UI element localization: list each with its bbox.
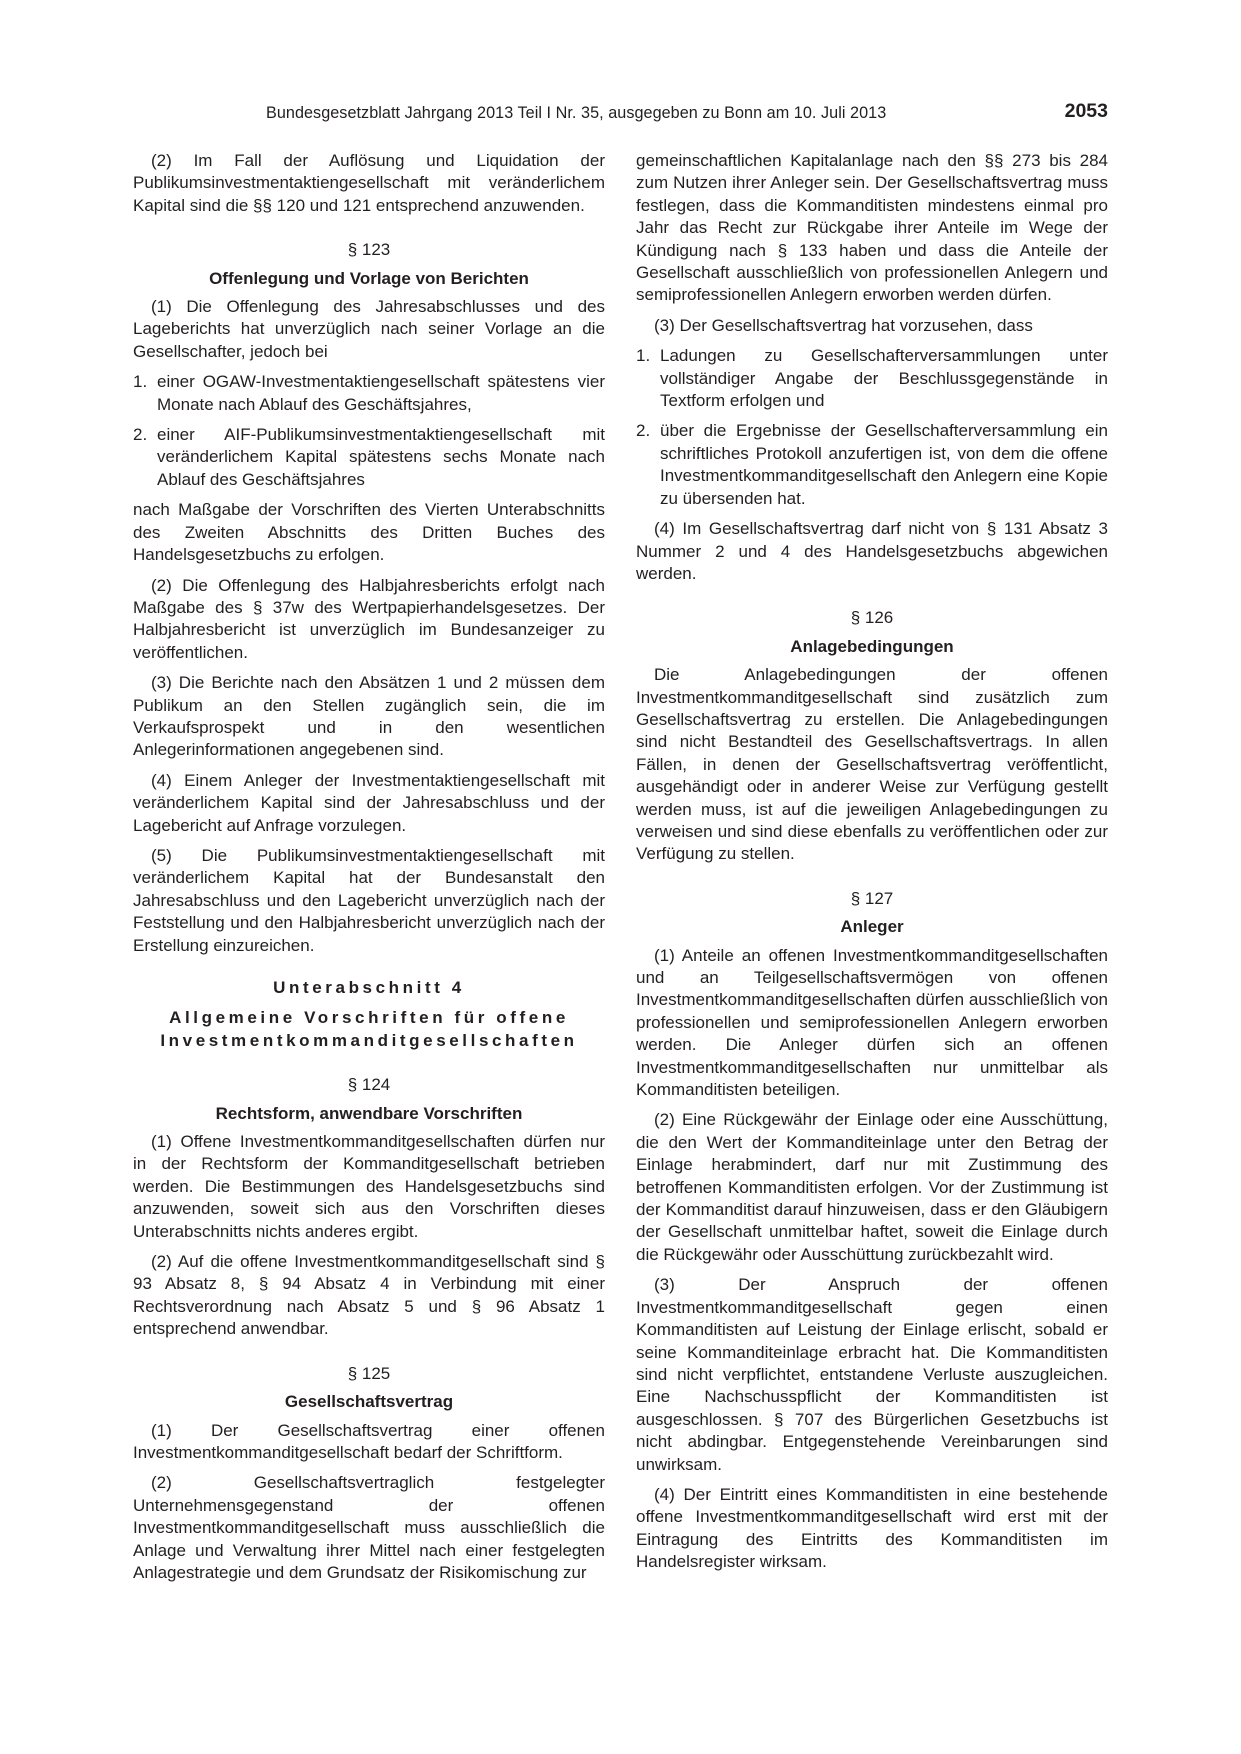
paragraph: (1) Der Gesellschaftsvertrag einer offenen Investmentkommanditgesellschaft bedarf der Schriftform.: [133, 1420, 605, 1462]
paragraph: (4) Der Eintritt eines Kommanditisten in eine bestehende offene Investmentkommanditgesellschaft wird erst mit der Eintragung des Eintritts des Kommanditisten im Handelsregister wirksam.: [636, 1484, 1108, 1572]
left-column: [133, 150, 605, 1592]
section-title: Offenlegung und Vorlage von Berichten: [209, 268, 529, 288]
list-item-number: 2.: [133, 425, 148, 445]
paragraph: (1) Offene Investmentkommanditgesellschaften dürfen nur in der Rechtsform der Kommanditgesellschaft betrieben werden. Die Bestimmungen des Handelsgesetzbuchs sind anzuwenden, soweit sich aus den Vorschriften dieses Unterabschnitts nichts anderes ergibt.: [133, 1132, 605, 1241]
paragraph: (1) Anteile an offenen Investmentkommanditgesellschaften und an Teilgesellschaftsvermögen von offenen Investmentkommanditgesellschaften dürfen ausschließlich von professionellen und semiprofessionellen Anlegern erworben werden. Die Anleger dürfen sich an offenen Investmentkommanditgesellschaften nur unmittelbar als Kommanditisten beteiligen.: [636, 945, 1108, 1100]
paragraph: (2) Gesellschaftsvertraglich festgelegter Unternehmensgegenstand der offenen Investmentkommanditgesellschaft muss ausschließlich die Anlage und Verwaltung ihrer Mittel nach einer festgelegten Anlagestrategie und dem Grundsatz der Risikomischung zur: [133, 1473, 605, 1582]
paragraph: (5) Die Publikumsinvestmentaktiengesellschaft mit veränderlichem Kapital hat der Bundesanstalt den Jahresabschluss und den Lagebericht unverzüglich nach der Feststellung und den Halbjahresbericht unverzüglich nach der Erstellung einzureichen.: [133, 845, 605, 955]
paragraph: nach Maßgabe der Vorschriften des Vierten Unterabschnitts des Zweiten Abschnitts des Dritten Buches des Handelsgesetzbuchs zu erfolgen.: [133, 500, 605, 565]
list-item-text: einer OGAW-Investmentaktiengesellschaft spätestens vier Monate nach Ablauf des Geschäftsjahres,: [157, 372, 605, 414]
paragraph: (3) Der Gesellschaftsvertrag hat vorzusehen, dass: [654, 315, 1033, 335]
subsection-title: Allgemeine Vorschriften für offene: [169, 1008, 569, 1028]
paragraph: (2) Die Offenlegung des Halbjahresberichts erfolgt nach Maßgabe des § 37w des Wertpapierhandelsgesetzes. Der Halbjahresbericht ist unverzüglich im Bundesanzeiger zu veröffentlichen.: [133, 575, 605, 662]
section-number: § 123: [347, 240, 391, 260]
list-item-number: 2.: [636, 421, 651, 441]
paragraph: (2) Im Fall der Auflösung und Liquidation der Publikumsinvestmentaktiengesellschaft mit veränderlichem Kapital sind die §§ 120 und 121 entsprechend anzuwenden.: [133, 151, 605, 215]
list-item-text: einer AIF-Publikumsinvestmentaktiengesellschaft mit veränderlichem Kapital spätestens sechs Monate nach Ablauf des Geschäftsjahres: [157, 425, 605, 489]
paragraph: (4) Im Gesellschaftsvertrag darf nicht von § 131 Absatz 3 Nummer 2 und 4 des Handelsgesetzbuchs abgewichen werden.: [636, 519, 1108, 583]
list-item-text: Ladungen zu Gesellschafterversammlungen unter vollständiger Angabe der Beschlussgegenstände in Textform erfolgen und: [660, 346, 1108, 411]
section-title: Anleger: [840, 917, 904, 937]
section-number: § 124: [347, 1075, 391, 1095]
paragraph: (4) Einem Anleger der Investmentaktiengesellschaft mit veränderlichem Kapital sind der Jahresabschluss und der Lagebericht auf Anfrage vorzulegen.: [133, 770, 605, 835]
paragraph: Die Anlagebedingungen der offenen Investmentkommanditgesellschaft sind zusätzlich zum Gesellschaftsvertrag zu erstellen. Die Anlagebedingungen sind nicht Bestandteil des Gesellschaftsvertrags. In allen Fällen, in denen der Gesellschaftsvertrag veröffentlicht, ausgehändigt oder in anderer Weise zur Verfügung gestellt werden muss, ist auf die jeweiligen Anlagebedingungen zu verweisen und sind diese ebenfalls zu veröffentlichen oder zur Verfügung zu stellen.: [636, 665, 1108, 864]
section-title: Gesellschaftsvertrag: [284, 1392, 454, 1412]
right-column: [636, 150, 1108, 1582]
paragraph: (2) Auf die offene Investmentkommanditgesellschaft sind § 93 Absatz 8, § 94 Absatz 4 in Verbindung mit einer Rechtsverordnung nach Absatz 5 und § 96 Absatz 1 entsprechend anwendbar.: [133, 1252, 605, 1339]
list-item: [636, 420, 1108, 510]
subsection-heading: Unterabschnitt 4: [273, 978, 465, 997]
section-title: Anlagebedingungen: [790, 636, 954, 656]
paragraph: (3) Der Anspruch der offenen Investmentkommanditgesellschaft gegen einen Kommanditisten auf Leistung der Einlage erlischt, sobald er seine Kommanditeinlage erbracht hat. Die Kommanditisten sind nicht verpflichtet, entstandene Verluste auszugleichen. Eine Nachschusspflicht der Kommanditisten ist ausgeschlossen. § 707 des Bürgerlichen Gesetzbuchs ist nicht abdingbar. Entgegenstehende Vereinbarungen sind unwirksam.: [636, 1275, 1108, 1474]
list-item: [636, 345, 1108, 412]
list-item: [133, 424, 605, 491]
list-item-number: 1.: [636, 346, 651, 366]
section-title: Rechtsform, anwendbare Vorschriften: [215, 1103, 523, 1123]
section-number: § 125: [347, 1363, 391, 1383]
page-header: [266, 100, 1108, 128]
section-number: § 127: [850, 888, 894, 908]
list-item-text: über die Ergebnisse der Gesellschafterversammlung ein schriftliches Protokoll anzufertigen ist, von dem die offene Investmentkommanditgesellschaft den Anlegern eine Kopie zu übersenden hat.: [660, 421, 1108, 508]
paragraph: (1) Die Offenlegung des Jahresabschlusses und des Lageberichts hat unverzüglich nach seiner Vorlage an die Gesellschafter, jedoch bei: [133, 297, 605, 361]
header-title: Bundesgesetzblatt Jahrgang 2013 Teil I Nr. 35, ausgegeben zu Bonn am 10. Juli 2013: [266, 104, 887, 122]
paragraph: gemeinschaftlichen Kapitalanlage nach den §§ 273 bis 284 zum Nutzen ihrer Anleger sein. Der Gesellschaftsvertrag muss festlegen, dass die Kommanditisten mindestens einmal pro Jahr das Recht zur Rückgabe ihrer Anteile im Wege der Kündigung nach § 133 haben und dass die Anteile der Gesellschaft ausschließlich von professionellen Anlegern und semiprofessionellen Anlegern erworben werden dürfen.: [636, 151, 1108, 305]
paragraph: (2) Eine Rückgewähr der Einlage oder eine Ausschüttung, die den Wert der Kommanditeinlage unter den Betrag der Einlage herabmindert, darf nur mit Zustimmung des betroffenen Kommanditisten erfolgen. Vor der Zustimmung ist der Kommanditist darauf hinzuweisen, dass er den Gläubigern der Gesellschaft unmittelbar haftet, soweit die Einlage durch die Rückgewähr oder Ausschüttung zurückbezahlt wird.: [636, 1110, 1108, 1264]
list-item: [133, 371, 605, 416]
paragraph: (3) Die Berichte nach den Absätzen 1 und 2 müssen dem Publikum an den Stellen zugänglich sein, die im Verkaufsprospekt und in den wesentlichen Anlegerinformationen angegebenen sind.: [133, 673, 605, 760]
list-item-number: 1.: [133, 372, 148, 392]
section-number: § 126: [850, 608, 894, 628]
subsection-title-continued: Investmentkommanditgesellschaften: [160, 1030, 578, 1050]
page-number: 2053: [1064, 100, 1108, 122]
